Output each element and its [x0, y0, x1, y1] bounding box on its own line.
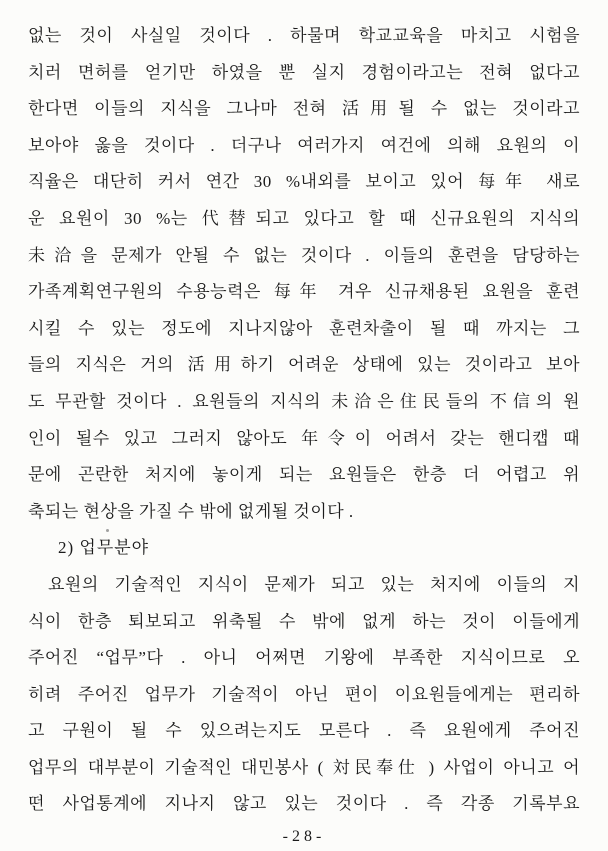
text-line: 시킬 수 있는 정도에 지나지않아 훈련차출이 될 때 까지는 그 — [28, 318, 580, 338]
text-line: 한다면 이들의 지식을 그나마 전혀 活用될 수 없는 것이라고 — [28, 99, 580, 119]
scan-speck — [106, 529, 109, 532]
text-line: 요원의 기술적인 지식이 문제가 되고 있는 처지에 이들의 지 — [48, 574, 580, 594]
text-line: 업무의 대부분이 기술적인 대민봉사 ( 対民奉仕 ) 사업이 아니고 어 — [28, 757, 580, 777]
text-line: 고 구원이 될 수 있으려는지도 모른다 . 즉 요원에게 주어진 — [28, 721, 580, 741]
text-line: 문에 곤란한 처지에 놓이게 되는 요원들은 한층 더 어렵고 위 — [28, 465, 580, 485]
text-line: 떤 사업통계에 지나지 않고 있는 것이다 . 즉 각종 기록부요 — [28, 794, 580, 814]
text-line: 운 요원이 30 %는 代替되고 있다고 할 때 신규요원의 지식의 — [28, 208, 580, 228]
text-line: 보아야 옳을 것이다 . 더구나 여러가지 여건에 의해 요원의 이 — [28, 135, 580, 155]
text-line: 식이 한층 퇴보되고 위축될 수 밖에 없게 하는 것이 이들에게 — [28, 611, 580, 631]
section-heading: 2) 업무분야 — [58, 538, 150, 558]
text-line: 未洽을 문제가 안될 수 없는 것이다 . 이들의 훈련을 담당하는 — [28, 245, 580, 265]
text-line: 인이 될수 있고 그러지 않아도 年令이 어려서 갖는 핸디캡 때 — [28, 428, 580, 448]
text-line: 도 무관할 것이다 . 요원들의 지식의 未洽은住民들의 不信의 원 — [28, 391, 580, 411]
text-line: 없는 것이 사실일 것이다 . 하물며 학교교육을 마치고 시험을 — [28, 26, 580, 45]
page-number: -28- — [282, 828, 326, 846]
text-line: 주어진 “업무”다 . 아니 어쩌면 기왕에 부족한 지식이므로 오 — [28, 648, 580, 668]
text-line: 축되는 현상을 가질 수 밖에 없게될 것이다 . — [28, 501, 354, 521]
text-line: 직율은 대단히 커서 연간 30 %내외를 보이고 있어 每年 새로 — [28, 172, 580, 192]
text-line: 치러 면허를 얻기만 하였을 뿐 실지 경험이라고는 전혀 없다고 — [28, 62, 580, 82]
text-line: 가족계획연구원의 수용능력은 每年 겨우 신규채용된 요원을 훈련 — [28, 282, 580, 302]
paragraph-1 — [28, 18, 580, 530]
paragraph-2 — [28, 567, 580, 823]
text-line: 들의 지식은 거의 活用하기 어려운 상태에 있는 것이라고 보아 — [28, 355, 580, 375]
text-line: 히려 주어진 업무가 기술적이 아닌 편이 이요원들에게는 편리하 — [28, 684, 580, 704]
